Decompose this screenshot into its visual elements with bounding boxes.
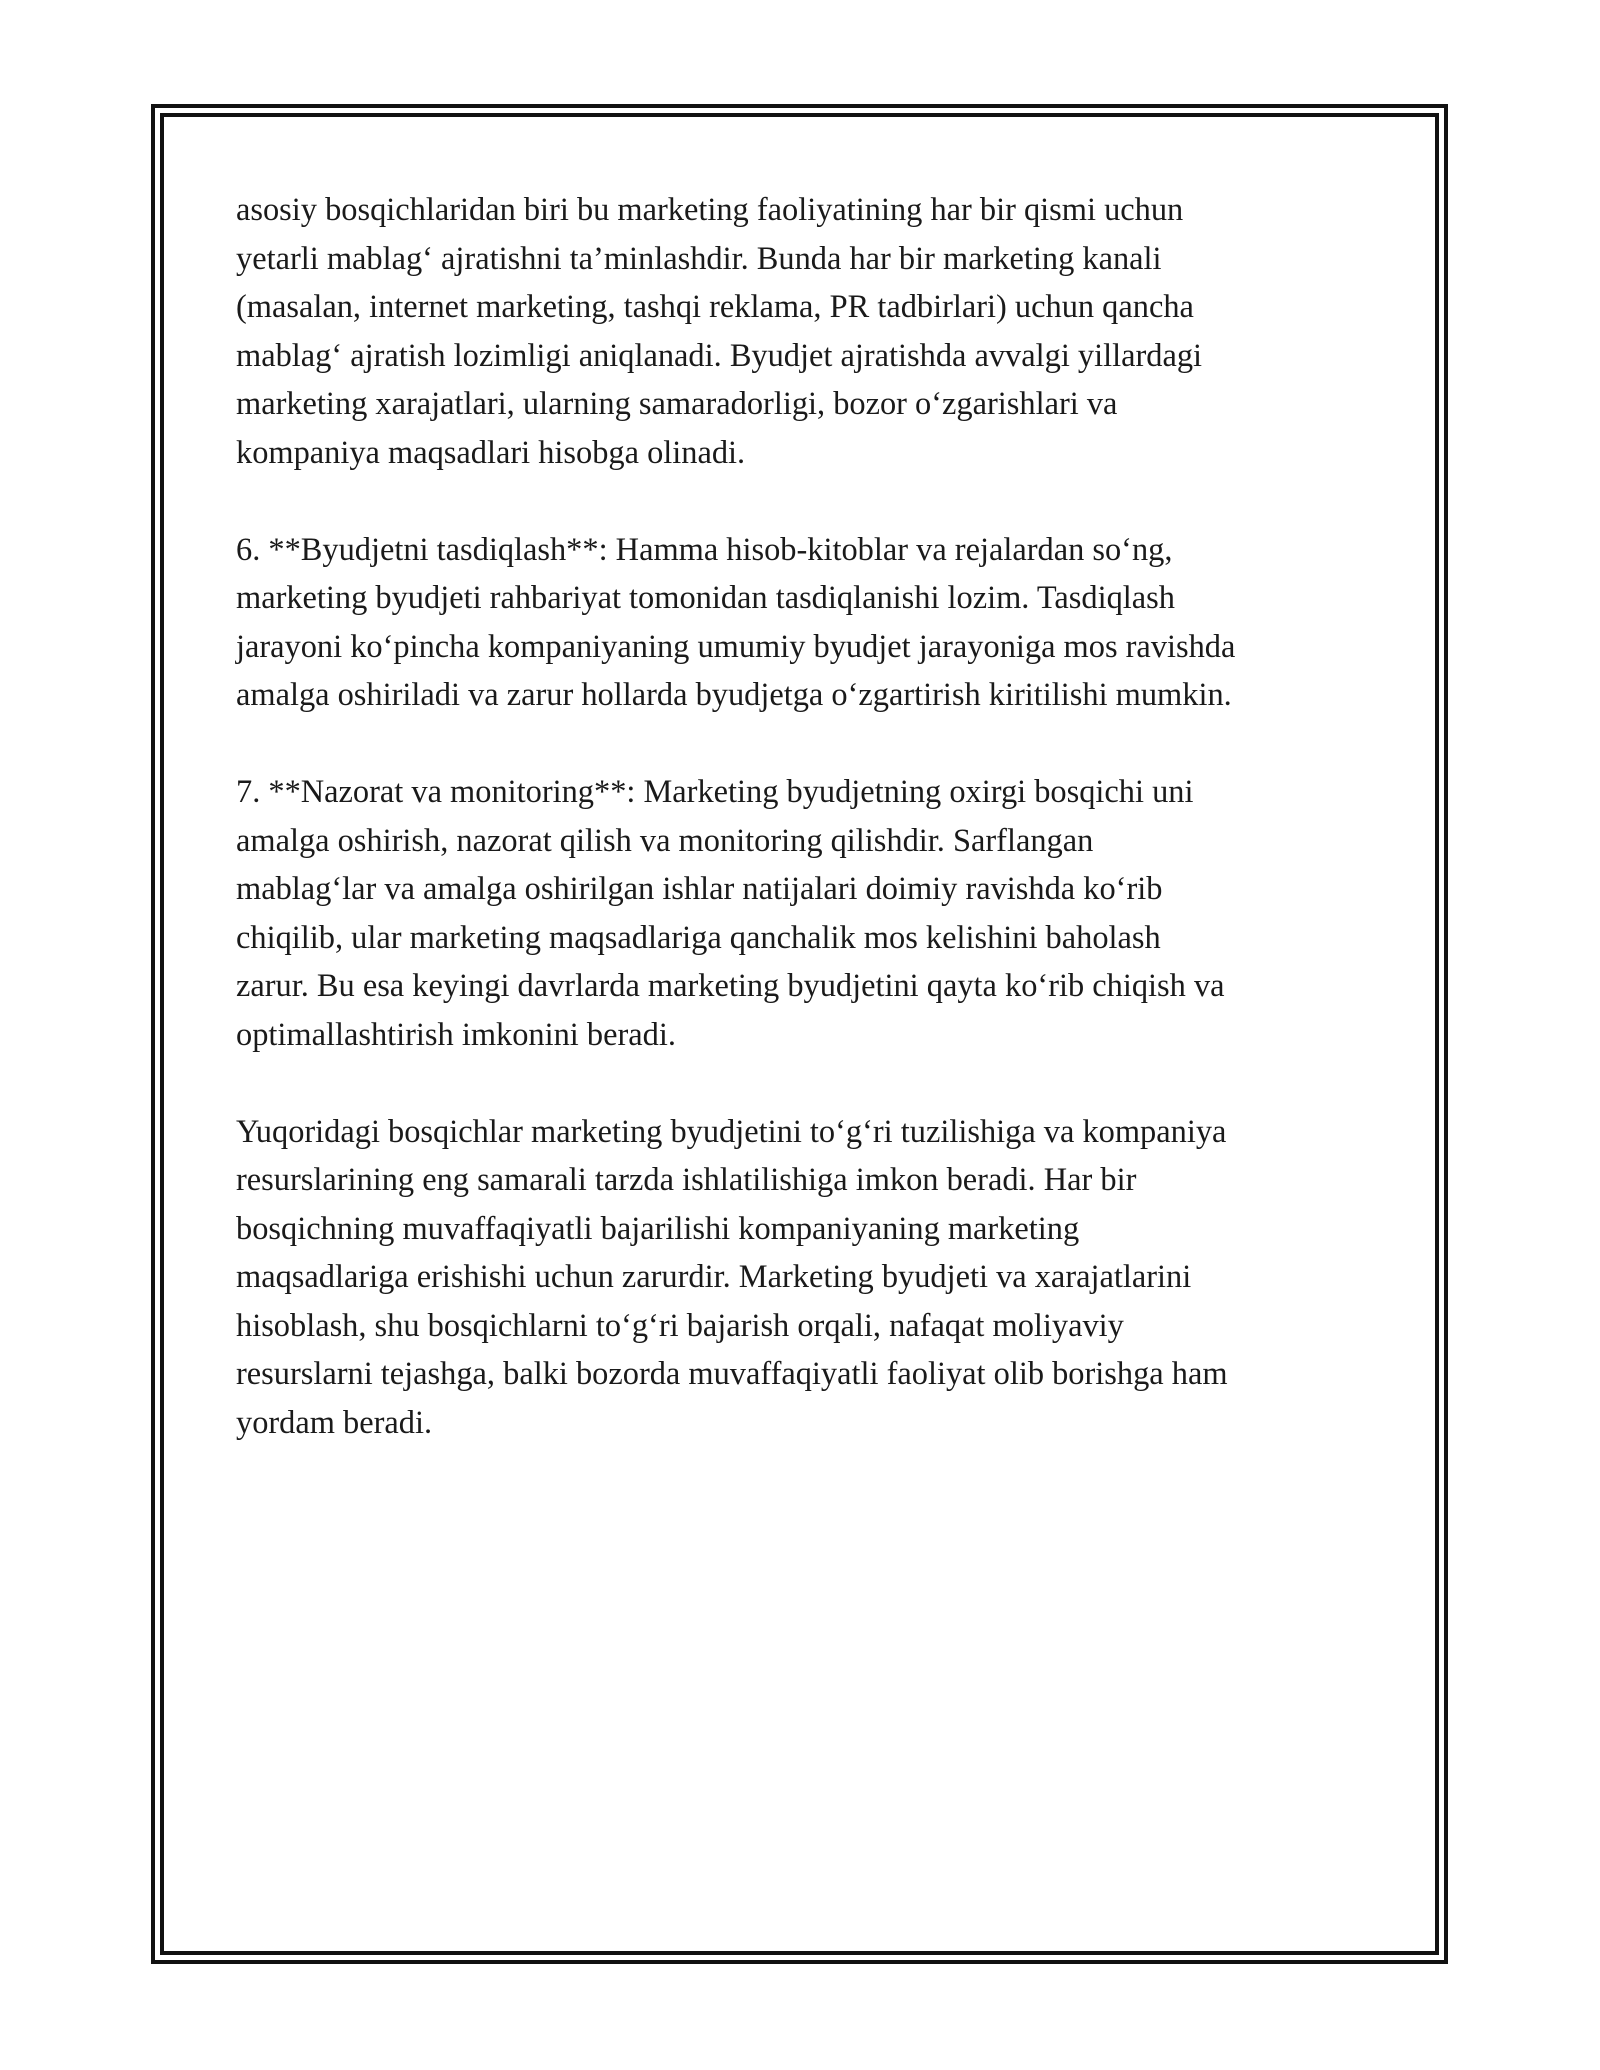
document-body — [236, 186, 1376, 1496]
text-line: 7. **Nazorat va monitoring**: Marketing byudjetning oxirgi bosqichi uni — [236, 774, 1194, 810]
text-line: chiqilib, ular marketing maqsadlariga qanchalik mos kelishini baholash — [236, 919, 1161, 956]
text-line: 6. **Byudjetni tasdiqlash**: Hamma hisob-kitoblar va rejalardan so‘ng, — [236, 531, 1173, 568]
paragraph-control-monitoring — [236, 768, 1376, 1059]
text-line: (masalan, internet marketing, tashqi reklama, PR tadbirlari) uchun qancha — [236, 289, 1194, 325]
text-line: mablag‘lar va amalga oshirilgan ishlar natijalari doimiy ravishda ko‘rib — [236, 871, 1163, 907]
text-line: marketing byudjeti rahbariyat tomonidan tasdiqlanishi lozim. Tasdiqlash — [236, 580, 1175, 616]
text-line: optimallashtirish imkonini beradi. — [236, 1016, 676, 1053]
text-line: yordam beradi. — [236, 1404, 433, 1441]
paragraph-budget-allocation — [236, 186, 1376, 477]
text-line: marketing xarajatlari, ularning samaradorligi, bozor o‘zgarishlari va — [236, 386, 1118, 422]
paragraph-budget-approval — [236, 526, 1376, 720]
text-line: Yuqoridagi bosqichlar marketing byudjetini to‘g‘ri tuzilishiga va kompaniya — [236, 1113, 1227, 1150]
text-line: amalga oshiriladi va zarur hollarda byudjetga o‘zgartirish kiritilishi mumkin. — [236, 677, 1232, 713]
text-line: maqsadlariga erishishi uchun zarurdir. Marketing byudjeti va xarajatlarini — [236, 1259, 1192, 1295]
text-line: zarur. Bu esa keyingi davrlarda marketing byudjetini qayta ko‘rib chiqish va — [236, 968, 1225, 1004]
text-line: yetarli mablag‘ ajratishni ta’minlashdir. Bunda har bir marketing kanali — [236, 240, 1162, 277]
text-line: mablag‘ ajratish lozimligi aniqlanadi. Byudjet ajratishda avvalgi yillardagi — [236, 337, 1203, 374]
text-line: asosiy bosqichlaridan biri bu marketing faoliyatining har bir qismi uchun — [236, 192, 1184, 228]
paragraph-conclusion — [236, 1108, 1376, 1448]
text-line: resurslarni tejashga, balki bozorda muvaffaqiyatli faoliyat olib borishga ham — [236, 1356, 1228, 1392]
text-line: jarayoni ko‘pincha kompaniyaning umumiy byudjet jarayoniga mos ravishda — [236, 628, 1236, 665]
text-line: kompaniya maqsadlari hisobga olinadi. — [236, 434, 746, 471]
text-line: amalga oshirish, nazorat qilish va monitoring qilishdir. Sarflangan — [236, 822, 1094, 859]
text-line: bosqichning muvaffaqiyatli bajarilishi kompaniyaning marketing — [236, 1210, 1080, 1247]
text-line: hisoblash, shu bosqichlarni to‘g‘ri bajarish orqali, nafaqat moliyaviy — [236, 1307, 1124, 1344]
text-line: resurslarining eng samarali tarzda ishlatilishiga imkon beradi. Har bir — [236, 1162, 1137, 1198]
